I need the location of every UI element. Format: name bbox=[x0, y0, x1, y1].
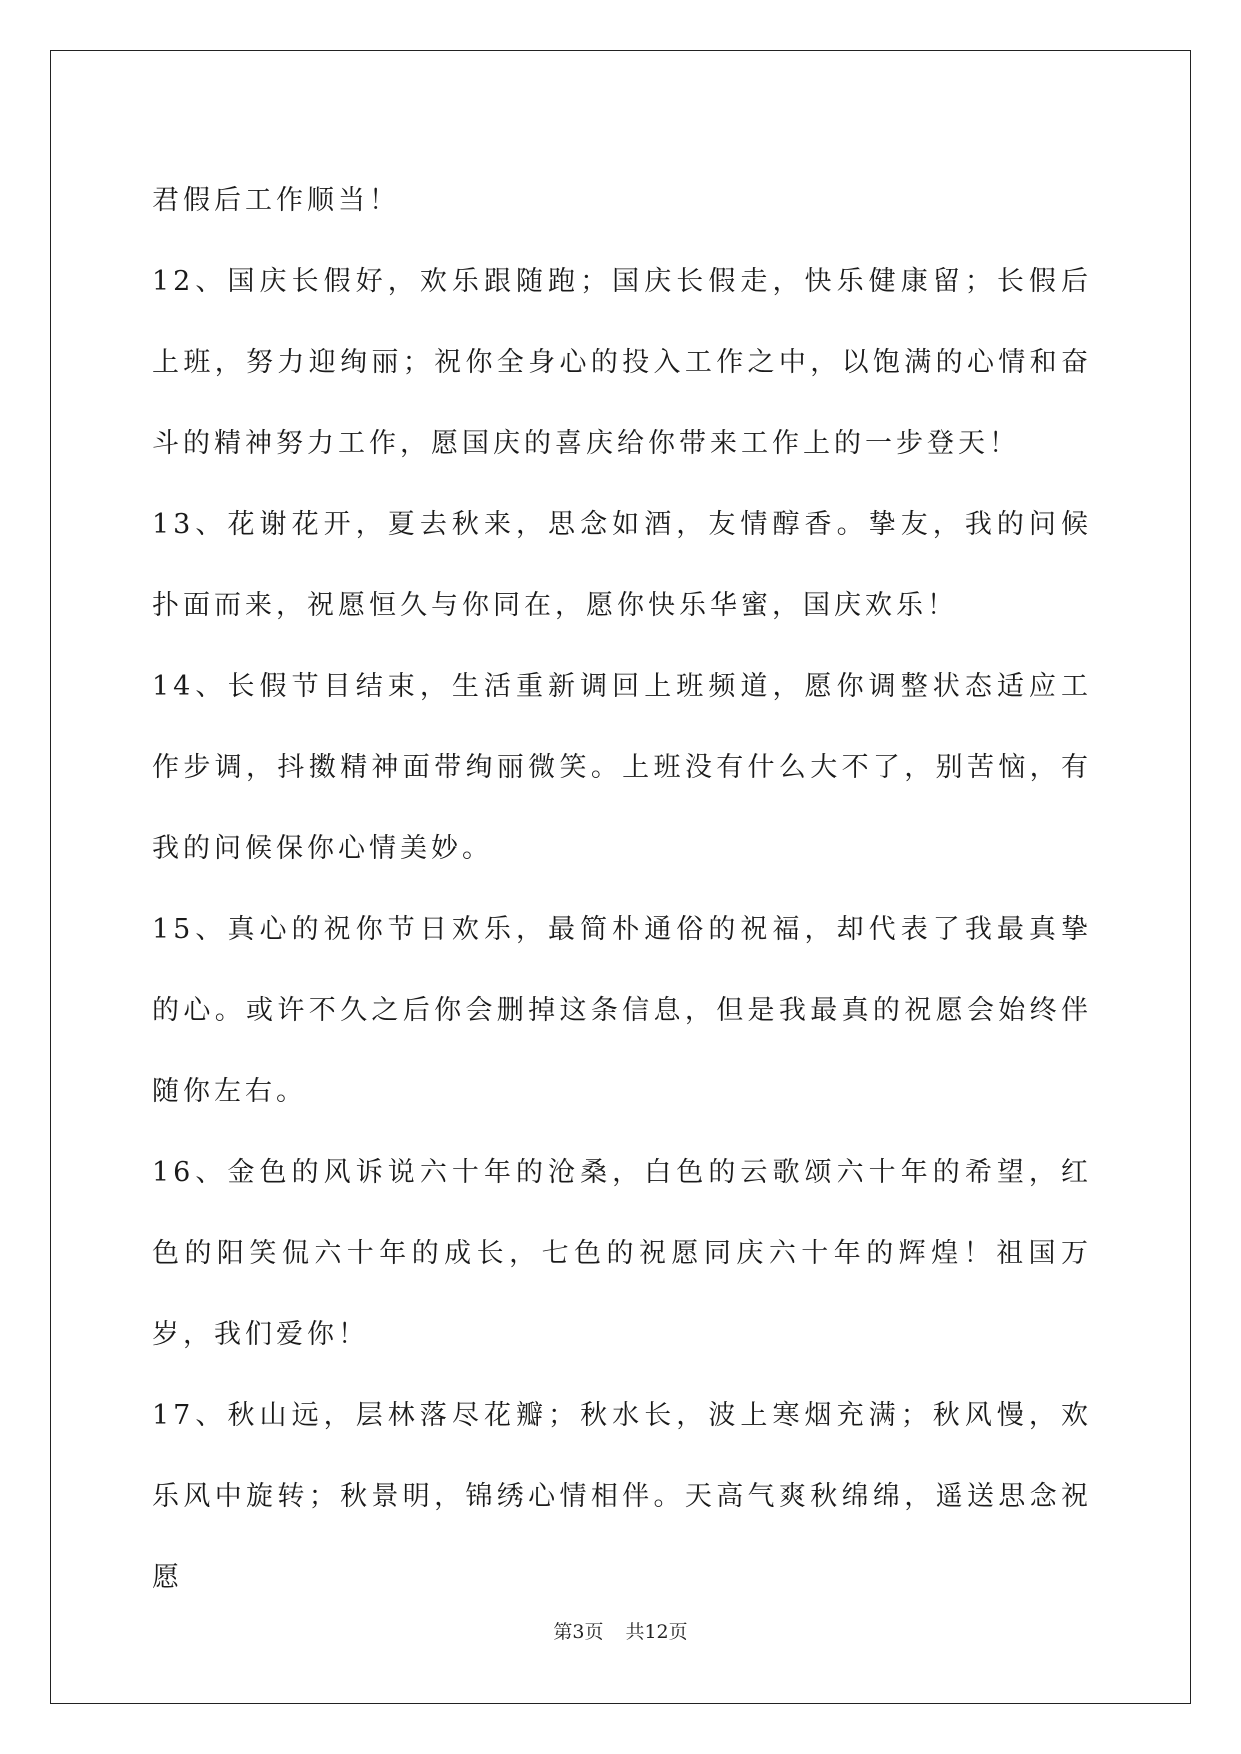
paragraph-item-15: 15、真心的祝你节日欢乐，最简朴通俗的祝福，却代表了我最真挚的心。或许不久之后你会删掉这条信息，但是我最真的祝愿会始终伴随你左右。 bbox=[152, 914, 1092, 1107]
document-body bbox=[152, 160, 1092, 1618]
page-total: 共12页 bbox=[625, 1621, 688, 1643]
page-footer bbox=[0, 1620, 1241, 1644]
paragraph-item-12: 12、国庆长假好，欢乐跟随跑；国庆长假走，快乐健康留；长假后上班，努力迎绚丽；祝你全身心的投入工作之中，以饱满的心情和奋斗的精神努力工作，愿国庆的喜庆给你带来工作上的一步登天！ bbox=[152, 266, 1092, 459]
page-number: 第3页 bbox=[553, 1621, 604, 1643]
paragraph-continuation: 君假后工作顺当！ bbox=[152, 185, 400, 216]
paragraph-item-16: 16、金色的风诉说六十年的沧桑，白色的云歌颂六十年的希望，红色的阳笑侃六十年的成长，七色的祝愿同庆六十年的辉煌！祖国万岁，我们爱你！ bbox=[152, 1157, 1092, 1350]
paragraph-item-17: 17、秋山远，层林落尽花瓣；秋水长，波上寒烟充满；秋风慢，欢乐风中旋转；秋景明，锦绣心情相伴。天高气爽秋绵绵，遥送思念祝愿 bbox=[152, 1400, 1092, 1593]
paragraph-item-13: 13、花谢花开，夏去秋来，思念如酒，友情醇香。挚友，我的问候扑面而来，祝愿恒久与你同在，愿你快乐华蜜，国庆欢乐！ bbox=[152, 509, 1092, 621]
paragraph-item-14: 14、长假节目结束，生活重新调回上班频道，愿你调整状态适应工作步调，抖擞精神面带绚丽微笑。上班没有什么大不了，别苦恼，有我的问候保你心情美妙。 bbox=[152, 671, 1092, 864]
